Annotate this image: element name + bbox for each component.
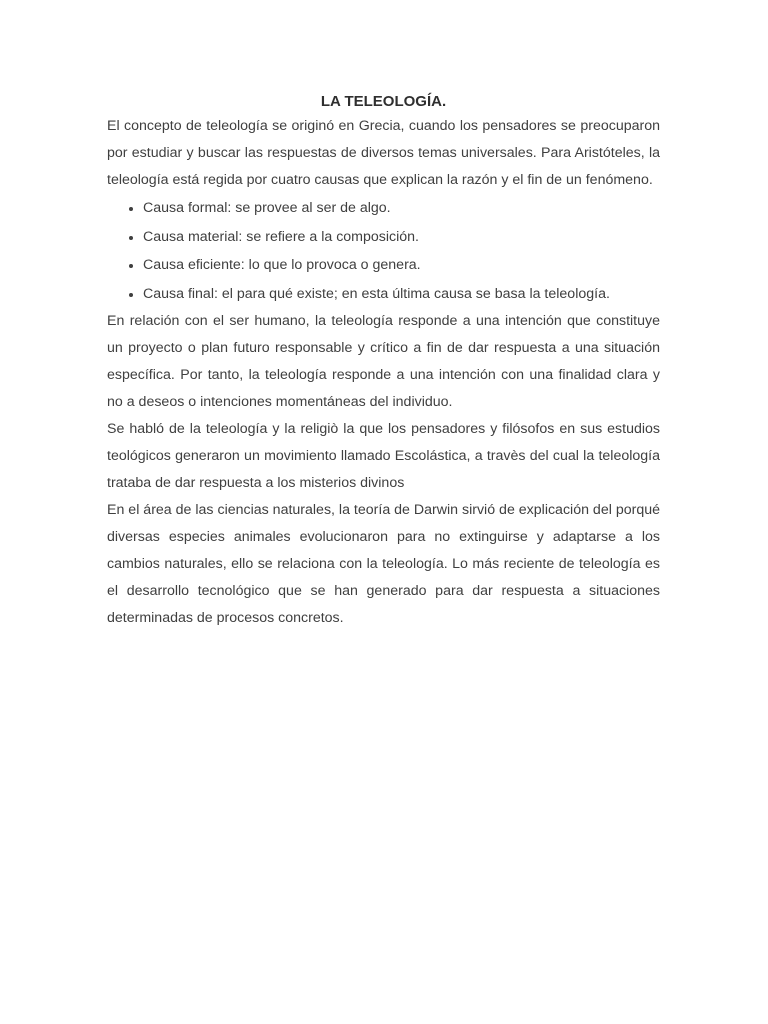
- causes-list: [107, 194, 660, 308]
- list-item-causa-final: • Causa final: el para qué existe; en esta última causa se basa la teleología.: [143, 280, 660, 309]
- intro-paragraph: El concepto de teleología se originó en Grecia, cuando los pensadores se preocuparon por estudiar y buscar las respuestas de diversos temas universales. Para Aristóteles, la teleología está regida por cuatro causas que explican la razón y el fin de un fenómeno.: [107, 118, 660, 188]
- list-item-causa-formal: • Causa formal: se provee al ser de algo.: [143, 194, 660, 223]
- document-page: [107, 92, 660, 632]
- paragraph-ciencias-naturales: En el área de las ciencias naturales, la teoría de Darwin sirvió de explicación del porqué diversas especies animales evolucionaron para no extinguirse y adaptarse a los cambios naturales, ello se relaciona con la teleología. Lo más reciente de teleología es el desarrollo tecnológico que se han generado para dar respuesta a situaciones determinadas de procesos concretos.: [107, 502, 660, 626]
- list-item-causa-material: • Causa material: se refiere a la composición.: [143, 223, 660, 252]
- document-title: LA TELEOLOGÍA.: [320, 93, 447, 110]
- list-item-causa-eficiente: • Causa eficiente: lo que lo provoca o genera.: [143, 251, 660, 280]
- paragraph-religion: Se habló de la teleología y la religiò la que los pensadores y filósofos en sus estudios teológicos generaron un movimiento llamado Escolástica, a travès del cual la teleología trataba de dar respuesta a los misterios divinos: [107, 421, 660, 491]
- paragraph-ser-humano: En relación con el ser humano, la teleología responde a una intención que constituye un proyecto o plan futuro responsable y crítico a fin de dar respuesta a una situación específica. Por tanto, la teleología responde a una intención con una finalidad clara y no a deseos o intenciones momentáneas del individuo.: [107, 313, 660, 410]
